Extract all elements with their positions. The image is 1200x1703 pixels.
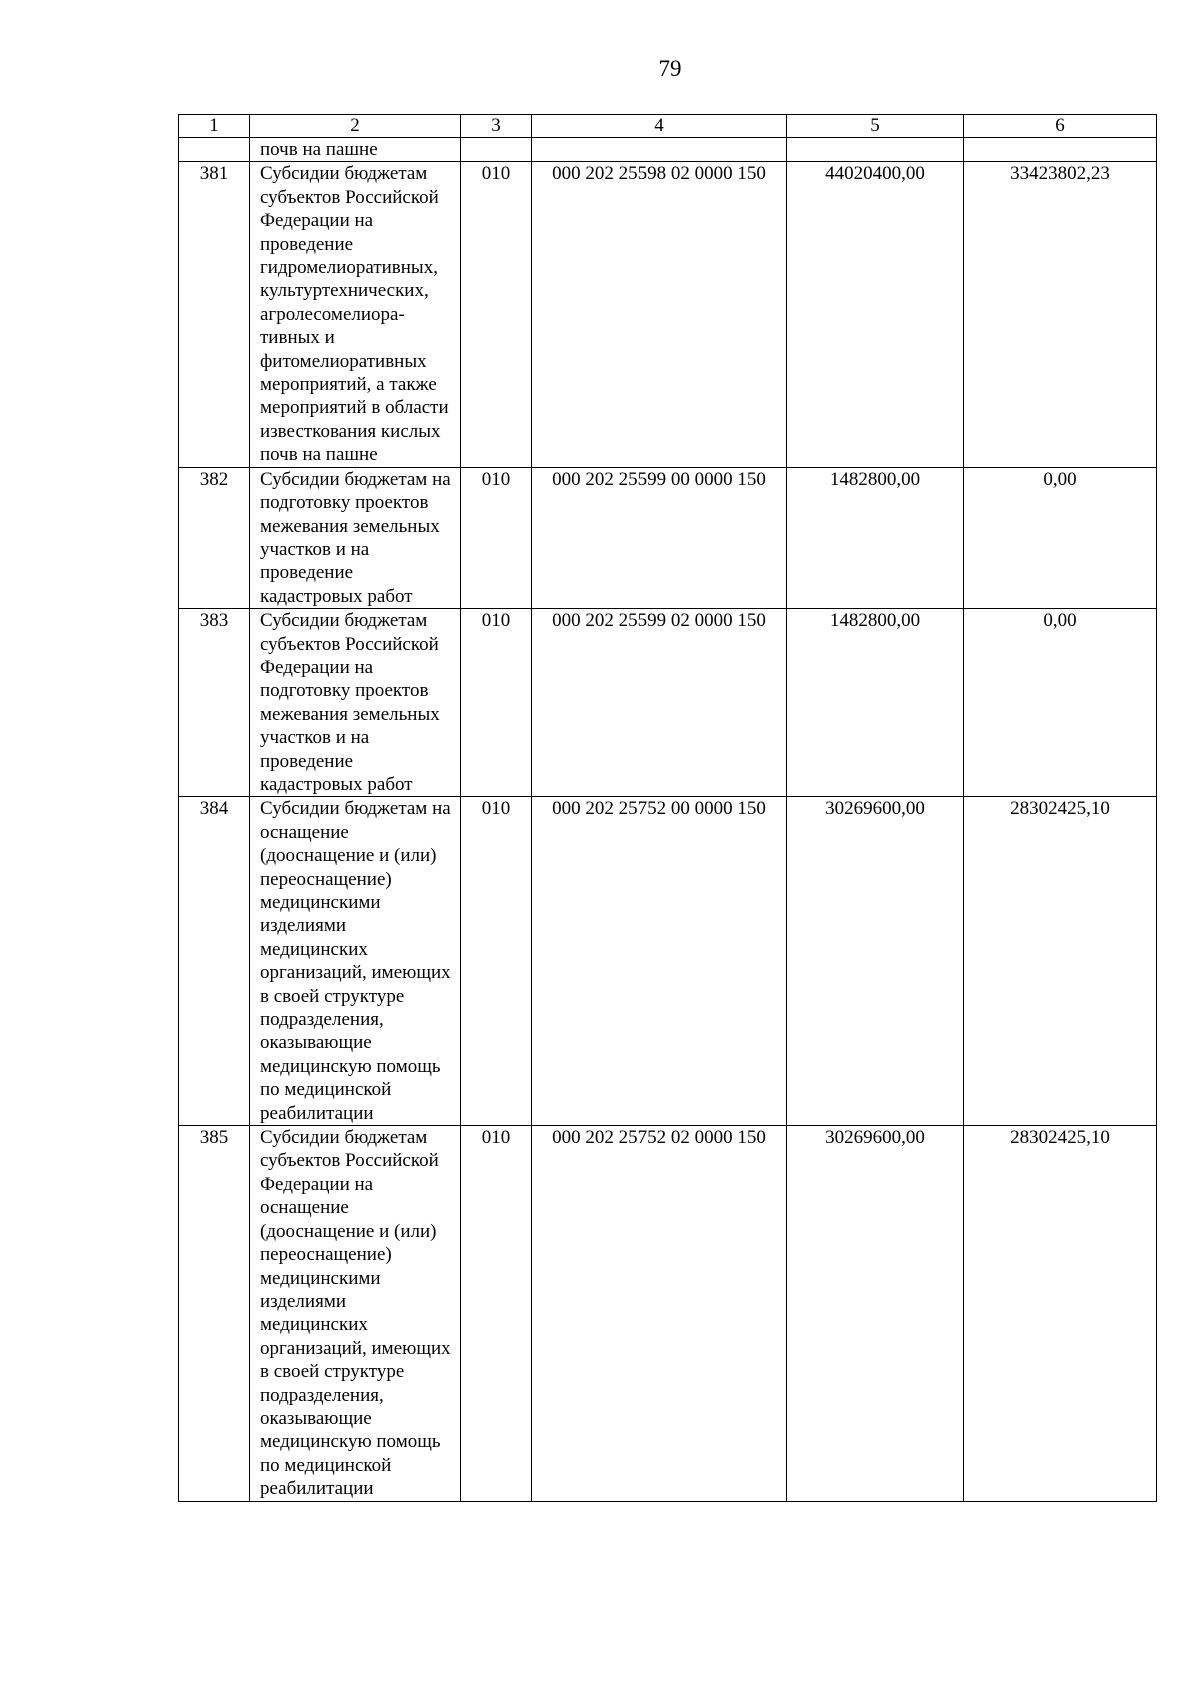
row-number-cell: 383 [179,609,250,797]
row-number-cell: 381 [179,162,250,467]
column-number: 3 [461,115,532,138]
table-row [179,797,1157,1126]
row-number-cell [179,138,250,162]
table-row [179,467,1157,608]
actual-amount-cell: 28302425,10 [964,797,1157,1126]
planned-amount-cell: 1482800,00 [787,609,964,797]
column-number: 5 [787,115,964,138]
admin-code-cell: 010 [461,1126,532,1502]
row-name-cell: Субсидии бюджетам субъектов Российской Федерации на оснащение (дооснащение и (или) переоснащение) медицинскими изделиями медицинских организаций, имеющих в своей структуре подразделения, оказывающие медицинскую помощь по медицинской реабилитации [250,1126,461,1502]
row-number-cell: 385 [179,1126,250,1502]
actual-amount-cell: 0,00 [964,467,1157,608]
budget-code-cell: 000 202 25599 02 0000 150 [532,609,787,797]
column-number: 6 [964,115,1157,138]
page-number: 79 [658,56,682,81]
budget-code-cell [532,138,787,162]
admin-code-cell: 010 [461,797,532,1126]
row-name-cell: Субсидии бюджетам на оснащение (дооснащение и (или) переоснащение) медицинскими изделиями медицинских организаций, имеющих в своей структуре подразделения, оказывающие медицинскую помощь по медицинской реабилитации [250,797,461,1126]
row-number-cell: 382 [179,467,250,608]
column-number: 4 [532,115,787,138]
column-number-row [179,115,1157,138]
planned-amount-cell: 1482800,00 [787,467,964,608]
actual-amount-cell [964,138,1157,162]
admin-code-cell: 010 [461,162,532,467]
table-row [179,609,1157,797]
planned-amount-cell [787,138,964,162]
table-row [179,1126,1157,1502]
row-name-cell: Субсидии бюджетам субъектов Российской Федерации на подготовку проектов межевания земельных участков и на проведение кадастровых работ [250,609,461,797]
admin-code-cell: 010 [461,609,532,797]
column-number: 1 [179,115,250,138]
actual-amount-cell: 28302425,10 [964,1126,1157,1502]
admin-code-cell: 010 [461,467,532,608]
actual-amount-cell: 0,00 [964,609,1157,797]
budget-code-cell: 000 202 25752 02 0000 150 [532,1126,787,1502]
admin-code-cell [461,138,532,162]
planned-amount-cell: 44020400,00 [787,162,964,467]
row-name-cell: Субсидии бюджетам на подготовку проектов межевания земельных участков и на проведение кадастровых работ [250,467,461,608]
planned-amount-cell: 30269600,00 [787,797,964,1126]
budget-code-cell: 000 202 25598 02 0000 150 [532,162,787,467]
table-row [179,162,1157,467]
continuation-row [179,138,1157,162]
planned-amount-cell: 30269600,00 [787,1126,964,1502]
row-name-cell: почв на пашне [250,138,461,162]
actual-amount-cell: 33423802,23 [964,162,1157,467]
budget-code-cell: 000 202 25752 00 0000 150 [532,797,787,1126]
row-name-cell: Субсидии бюджетам субъектов Российской Федерации на проведение гидромелиоративных, культуртехнических, агролесомелиора-тивных и фитомелиоративных мероприятий, а также мероприятий в области известкования кислых почв на пашне [250,162,461,467]
budget-code-cell: 000 202 25599 00 0000 150 [532,467,787,608]
column-number: 2 [250,115,461,138]
budget-table [178,114,1157,1502]
row-number-cell: 384 [179,797,250,1126]
